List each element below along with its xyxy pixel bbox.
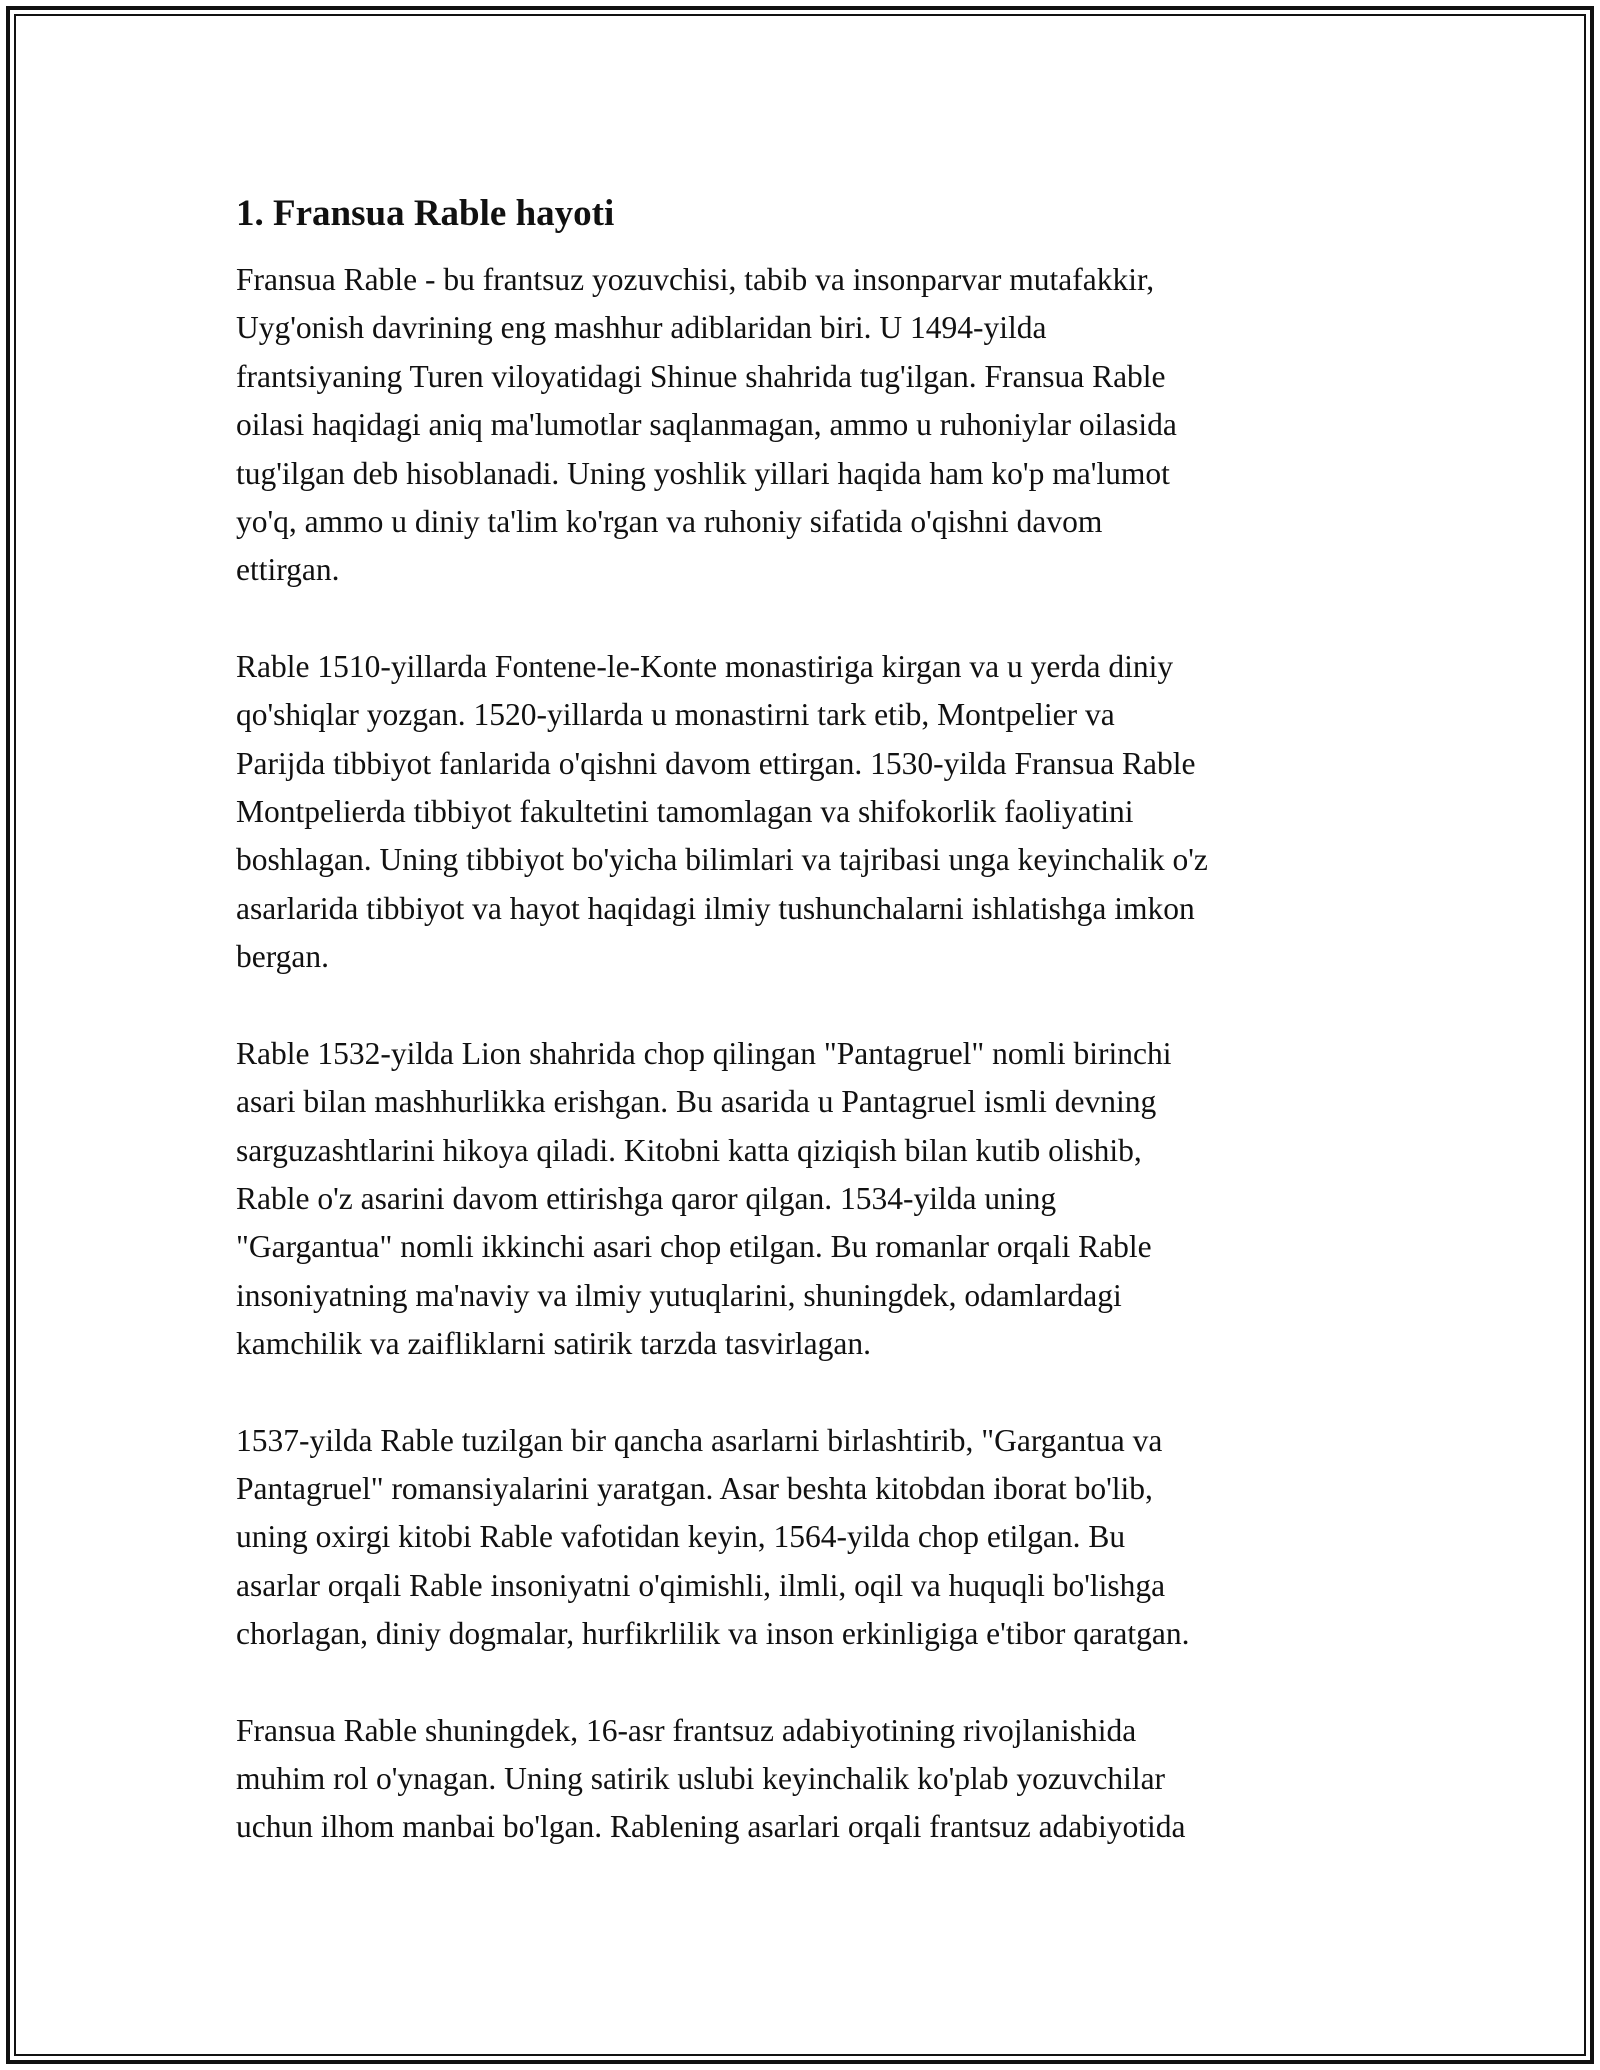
text-line: tug'ilgan deb hisoblanadi. Uning yoshlik yillari haqida ham ko'p ma'lumot: [236, 455, 1170, 491]
text-line: Rable o'z asarini davom ettirishga qaror qilgan. 1534-yilda uning: [236, 1180, 1057, 1216]
text-line: Fransua Rable shuningdek, 16-asr frantsuz adabiyotining rivojlanishida: [236, 1712, 1137, 1748]
text-line: chorlagan, diniy dogmalar, hurfikrlilik va inson erkinligiga e'tibor qaratgan.: [236, 1616, 1190, 1652]
text-line: Uyg'onish davrining eng mashhur adiblaridan biri. U 1494-yilda: [236, 310, 1047, 346]
text-line: Pantagruel" romansiyalarini yaratgan. Asar beshta kitobdan iborat bo'lib,: [236, 1470, 1153, 1506]
paragraph-2: [236, 643, 1386, 982]
text-line: Rable 1510-yillarda Fontene-le-Konte monastiriga kirgan va u yerda diniy: [236, 648, 1174, 684]
text-line: asarlarida tibbiyot va hayot haqidagi ilmiy tushunchalarni ishlatishga imkon: [236, 890, 1195, 926]
section-heading: 1. Fransua Rable hayoti: [236, 193, 615, 234]
text-line: uning oxirgi kitobi Rable vafotidan keyin, 1564-yilda chop etilgan. Bu: [236, 1519, 1126, 1555]
text-line: kamchilik va zaifliklarni satirik tarzda tasvirlagan.: [236, 1326, 871, 1362]
text-line: frantsiyaning Turen viloyatidagi Shinue shahrida tug'ilgan. Fransua Rable: [236, 358, 1166, 394]
paragraph-4: [236, 1417, 1386, 1659]
text-line: Montpelierda tibbiyot fakultetini tamomlagan va shifokorlik faoliyatini: [236, 794, 1134, 830]
text-line: sarguzashtlarini hikoya qiladi. Kitobni katta qiziqish bilan kutib olishib,: [236, 1132, 1142, 1168]
text-line: muhim rol o'ynagan. Uning satirik uslubi keyinchalik ko'plab yozuvchilar: [236, 1760, 1166, 1796]
text-line: uchun ilhom manbai bo'lgan. Rablening asarlari orqali frantsuz adabiyotida: [236, 1809, 1186, 1845]
text-line: boshlagan. Uning tibbiyot bo'yicha bilimlari va tajribasi unga keyinchalik o'z: [236, 842, 1208, 878]
text-line: ettirgan.: [236, 552, 340, 588]
text-line: 1537-yilda Rable tuzilgan bir qancha asarlarni birlashtirib, "Gargantua va: [236, 1422, 1163, 1458]
text-line: asarlar orqali Rable insoniyatni o'qimishli, ilmli, oqil va huquqli bo'lishga: [236, 1567, 1166, 1603]
text-line: Fransua Rable - bu frantsuz yozuvchisi, tabib va insonparvar mutafakkir,: [236, 262, 1155, 297]
paragraph-1: [236, 256, 1386, 595]
paragraph-3: [236, 1030, 1386, 1369]
text-line: yo'q, ammo u diniy ta'lim ko'rgan va ruhoniy sifatida o'qishni davom: [236, 504, 1103, 540]
text-line: "Gargantua" nomli ikkinchi asari chop etilgan. Bu romanlar orqali Rable: [236, 1229, 1152, 1265]
paragraph-5: [236, 1707, 1386, 1852]
text-line: qo'shiqlar yozgan. 1520-yillarda u monastirni tark etib, Montpelier va: [236, 697, 1115, 733]
text-line: oilasi haqidagi aniq ma'lumotlar saqlanmagan, ammo u ruhoniylar oilasida: [236, 407, 1177, 443]
text-line: bergan.: [236, 939, 330, 975]
document-body: [236, 256, 1386, 1852]
text-line: asari bilan mashhurlikka erishgan. Bu asarida u Pantagruel ismli devning: [236, 1084, 1157, 1120]
text-line: Parijda tibbiyot fanlarida o'qishni davom ettirgan. 1530-yilda Fransua Rable: [236, 745, 1196, 781]
text-line: insoniyatning ma'naviy va ilmiy yutuqlarini, shuningdek, odamlardagi: [236, 1277, 1122, 1313]
text-line: Rable 1532-yilda Lion shahrida chop qilingan "Pantagruel" nomli birinchi: [236, 1035, 1172, 1071]
document-content: [236, 188, 1386, 1852]
